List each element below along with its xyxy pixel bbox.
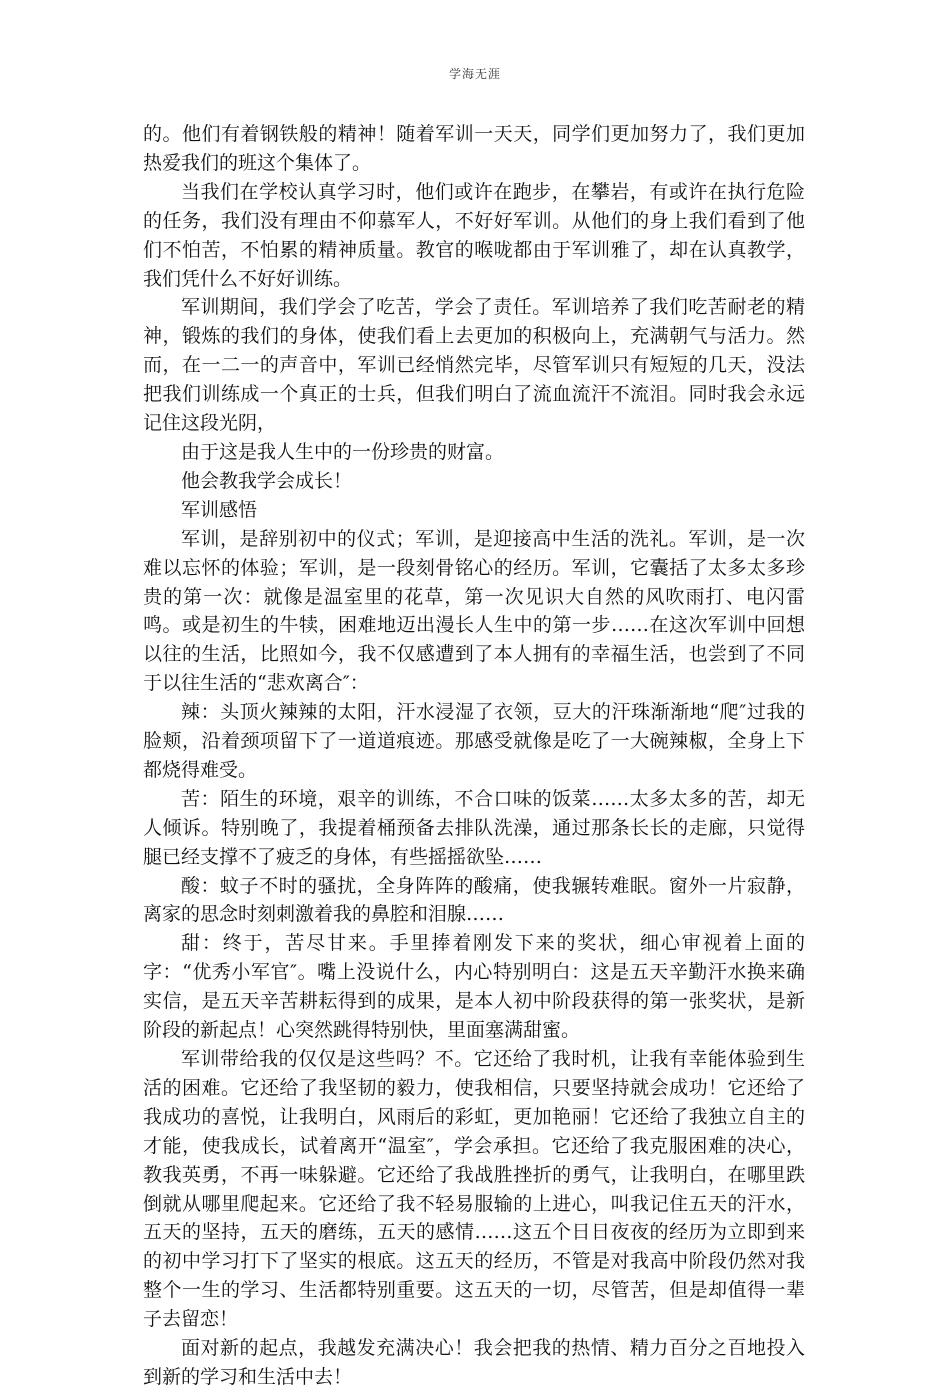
paragraph-12: 军训带给我的仅仅是这些吗？不。它还给了我时机，让我有幸能体验到生活的困难。它还给了我坚韧的毅力，使我相信，只要坚持就会成功！它还给了我成功的喜悦，让我明白，风雨后的彩虹，更加艳丽！它还给了我独立自主的才能，使我成长，试着离开“温室″，学会承担。它还给了我克服困难的决心，教我英勇，不再一味躲避。它还给了我战胜挫折的勇气，让我明白，在哪里跌倒就从哪里爬起来。它还给了我不轻易服输的上进心，叫我记住五天的汗水，五天的坚持，五天的磨练，五天的感情……这五个日日夜夜的经历为立即到来的初中学习打下了坚实的根底。这五天的经历，不管是对我高中阶段仍然对我整个一生的学习、生活都特别重要。这五天的一切，尽管苦，但是却值得一辈子去留恋！ (143, 1048, 805, 1331)
paragraph-spicy: 辣：头顶火辣辣的太阳，汗水浸湿了衣领，豆大的汗珠渐渐地“爬″过我的脸颊，沿着颈项留下了一道道痕迹。那感受就像是吃了一大碗辣椒，全身上下都烧得难受。 (143, 701, 805, 781)
paragraph-bitter: 苦：陌生的环境，艰辛的训练，不合口味的饭菜……太多太多的苦，却无人倾诉。特别晚了，我提着桶预备去排队洗澡，通过那条长长的走廊，只觉得腿已经支撑不了疲乏的身体，有些摇摇欲坠…… (143, 787, 805, 868)
paragraph-2: 当我们在学校认真学习时，他们或许在跑步，在攀岩，有或许在执行危险的任务，我们没有理由不仰慕军人，不好好军训。从他们的身上我们看到了他们不怕苦，不怕累的精神质量。教官的喉咙都由于军训雅了，却在认真教学，我们凭什么不好好训练。 (143, 180, 805, 290)
page-header: 学海无涯 (448, 67, 501, 81)
paragraph-5: 他会教我学会成长！ (181, 469, 353, 492)
paragraph-sweet: 甜：终于，苦尽甘来。手里捧着刚发下来的奖状，细心审视着上面的字：“优秀小军官″。嘴上没说什么，内心特别明白：这是五天辛勤汗水换来确实信，是五天辛苦耕耘得到的成果，是本人初中阶段获得的第一张奖状，是新阶段的新起点！心突然跳得特别快，里面塞满甜蜜。 (143, 932, 805, 1042)
paragraph-1: 的。他们有着钢铁般的精神！随着军训一天天，同学们更加努力了，我们更加热爱我们的班这个集体了。 (143, 123, 805, 174)
paragraph-13: 面对新的起点，我越发充满决心！我会把我的热情、精力百分之百地投入到新的学习和生活中去！ (143, 1337, 805, 1388)
paragraph-sour: 酸：蚊子不时的骚扰，全身阵阵的酸痛，使我辗转难眠。窗外一片寂静，离家的思念时刻刺激着我的鼻腔和泪腺…… (143, 874, 805, 926)
paragraph-3: 军训期间，我们学会了吃苦，学会了责任。军训培养了我们吃苦耐老的精神，锻炼的我们的身体，使我们看上去更加的积极向上，充满朝气与活力。然而，在一二一的声音中，军训已经悄然完毕，尽管军训只有短短的几天，没法把我们训练成一个真正的士兵，但我们明白了流血流汗不流泪。同时我会永远记住这段光阴， (143, 296, 805, 435)
section-heading: 军训感悟 (181, 498, 258, 521)
paragraph-4: 由于这是我人生中的一份珍贵的财富。 (181, 440, 505, 463)
document-body (143, 120, 805, 1392)
paragraph-7: 军训，是辞别初中的仪式；军训，是迎接高中生活的洗礼。军训，是一次难以忘怀的体验；军训，是一段刻骨铭心的经历。军训，它囊括了太多太多珍贵的第一次：就像是温室里的花草，第一次见识大自然的风吹雨打、电闪雷鸣。或是初生的牛犊，困难地迈出漫长人生中的第一步……在这次军训中回想以往的生活，比照如今，我不仅感遭到了本人拥有的幸福生活，也尝到了不同于以往生活的“悲欢离合″： (143, 527, 805, 695)
